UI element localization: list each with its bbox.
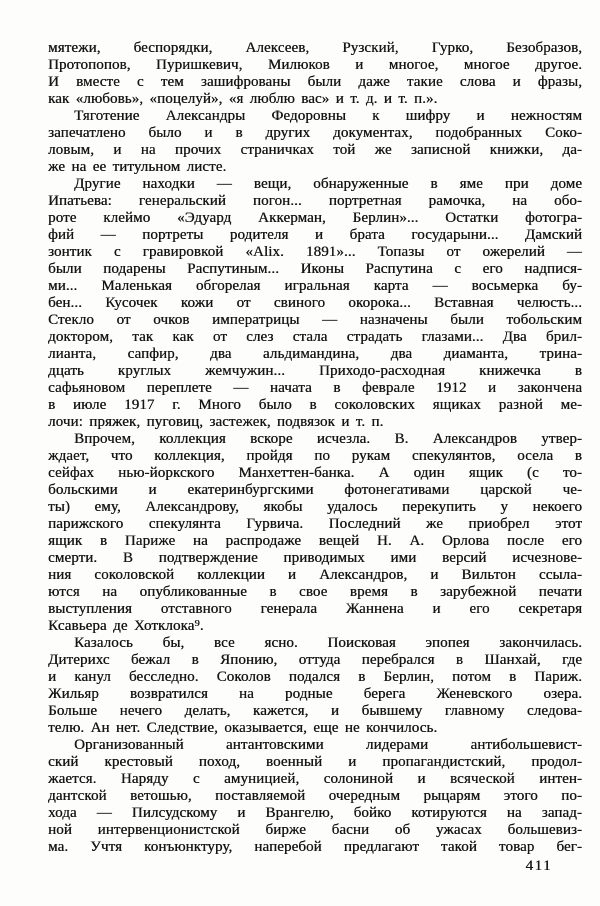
text-line: Жильяр возвратился на родные берега Женевского озера. [48, 686, 582, 702]
text-line: лианта, сапфир, два альдимандина, два диаманта, трина- [48, 346, 582, 362]
text-line: зонтик с гравировкой «Alix. 1891»... Топазы от ожерелий — [48, 244, 582, 260]
text-line: роте клеймо «Эдуард Аккерман, Берлин»... Остатки фотогра- [48, 210, 582, 226]
text-line: и канул бесследно. Соколов подался в Берлин, потом в Париж. [48, 669, 582, 685]
text-line: ждает, что коллекция, пройдя по рукам спекулянтов, осела в [48, 448, 582, 464]
text-line: больскими и екатеринбургскими фотонегативами царской че- [48, 482, 582, 498]
text-line: как «любовь», «поцелуй», «я люблю вас» и т. д. и т. п.». [48, 91, 438, 107]
text-line: ются на опубликованные в свое время в зарубежной печати [48, 584, 582, 600]
paragraph [48, 431, 582, 635]
text-line: сейфах нью-йоркского Манхеттен-банка. А один ящик (с то- [48, 465, 582, 481]
text-block [48, 40, 582, 856]
text-line: ящик в Париже на распродаже вещей Н. А. Орлова после его [48, 533, 582, 549]
page-number: 411 [525, 858, 552, 874]
text-line: ма. Учтя конъюнктуру, наперебой предлагают такой товар бег- [48, 839, 582, 855]
paragraph [48, 737, 582, 856]
text-line: же на ее титульном листе. [48, 159, 227, 175]
text-line: ты) ему, Александрову, якобы удалось перекупить у некоего [48, 499, 582, 515]
text-line: фий — портреты родителя и брата государыни... Дамский [48, 227, 582, 243]
paragraph [48, 635, 582, 737]
text-line: мятежи, беспорядки, Алексеев, Рузский, Гурко, Безобразов, [48, 40, 582, 56]
text-line: сафьяновом переплете — начата в феврале 1912 и закончена [48, 380, 582, 396]
text-line: были подарены Распутиным... Иконы Распутина с его надпися- [48, 261, 582, 277]
text-line: в июле 1917 г. Много было в соколовских ящиках разной ме- [48, 397, 582, 413]
text-line: телю. Ан нет. Следствие, оказывается, еще не кончилось. [48, 720, 438, 736]
text-line: ной интервенционистской бирже басни об ужасах большевиз- [48, 822, 582, 838]
text-line: бен... Кусочек кожи от свиного окорока... Вставная челюсть... [48, 295, 582, 311]
text-line: Ксавьера де Хотклока⁹. [48, 618, 204, 634]
text-line: жается. Наряду с амуницией, солониной и всяческой интен- [48, 771, 582, 787]
paragraph [48, 40, 582, 108]
text-line: ми... Маленькая обгорелая игральная карта — восьмерка бу- [48, 278, 582, 294]
text-line: запечатлено было и в других документах, подобранных Соко- [48, 125, 582, 141]
text-line: Ипатьева: генеральский погон... портретная рамочка, на обо- [48, 193, 582, 209]
text-line: доктором, так как от слез стала страдать глазами... Два брил- [48, 329, 582, 345]
text-line: ский крестовый поход, военный и пропагандистский, продол- [48, 754, 582, 770]
text-line: ловым, и на прочих страничках той же записной книжки, да- [48, 142, 582, 158]
text-line: дцать круглых жемчужин... Приходо-расходная книжечка в [48, 363, 582, 379]
text-line: Организованный антантовскими лидерами антибольшевист- [74, 737, 582, 753]
paragraph [48, 108, 582, 176]
text-line: дантской ветошью, поставляемой очередным рыцарям этого по- [48, 788, 582, 804]
text-line: Протопопов, Пуришкевич, Милюков и многое, многое другое. [48, 57, 582, 73]
text-line: И вместе с тем зашифрованы были даже такие слова и фразы, [48, 74, 582, 90]
text-line: Впрочем, коллекция вскоре исчезла. В. Александров утвер- [74, 431, 582, 447]
text-line: Тяготение Александры Федоровны к шифру и нежностям [74, 108, 582, 124]
text-line: смерти. В подтверждение приводимых ими версий исчезнове- [48, 550, 582, 566]
text-line: Больше нечего делать, кажется, и бывшему главному следова- [48, 703, 582, 719]
text-line: лочи: пряжек, пуговиц, застежек, подвязок и т. п. [48, 414, 384, 430]
text-line: Дитерихс бежал в Японию, оттуда перебрался в Шанхай, где [48, 652, 582, 668]
text-line: Другие находки — вещи, обнаруженные в яме при доме [74, 176, 582, 192]
text-line: хода — Пилсудскому и Врангелю, бойко котируются на запад- [48, 805, 582, 821]
text-line: Стекло от очков императрицы — назначены были тобольским [48, 312, 582, 328]
text-line: Казалось бы, все ясно. Поисковая эпопея закончилась. [74, 635, 582, 651]
text-line: парижского спекулянта Гурвича. Последний же приобрел этот [48, 516, 582, 532]
text-line: выступления отставного генерала Жаннена и его секретаря [48, 601, 582, 617]
paragraph [48, 176, 582, 431]
text-line: ния соколовской коллекции и Александров, и Вильтон ссыла- [48, 567, 582, 583]
